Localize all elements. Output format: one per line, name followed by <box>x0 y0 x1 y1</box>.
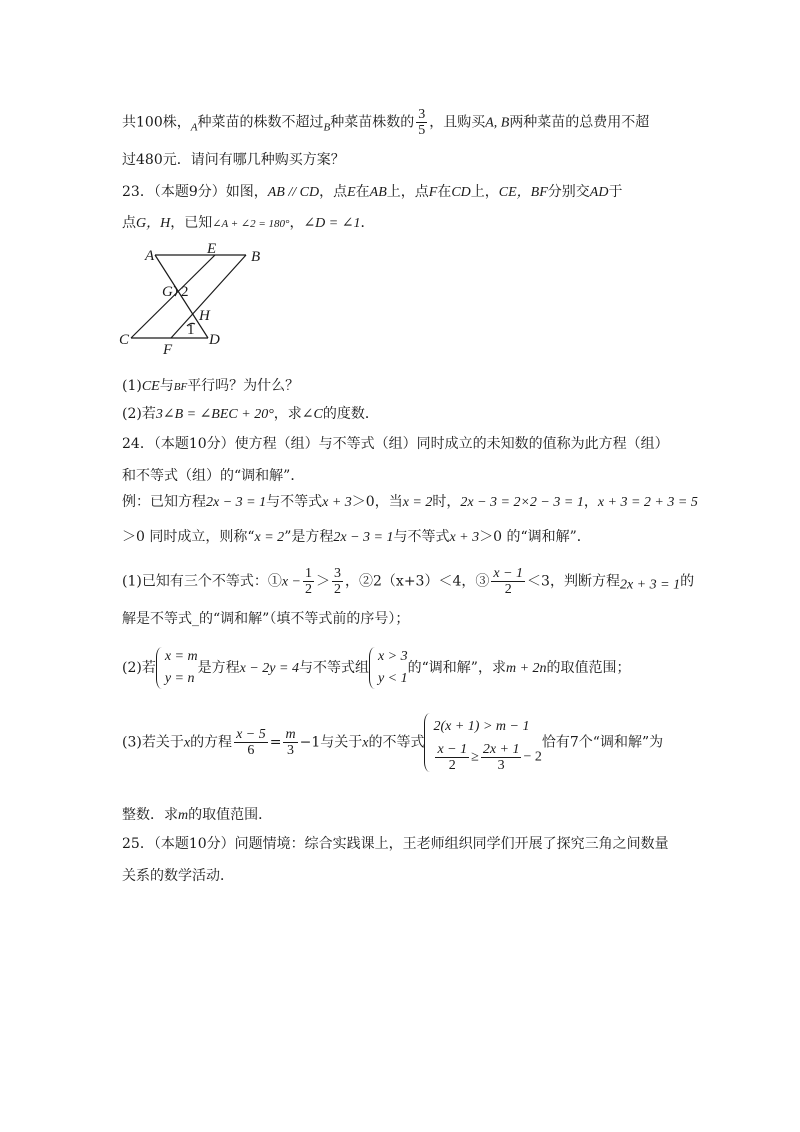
q24-part-3 <box>122 712 663 773</box>
q24-part-1 <box>122 566 694 597</box>
label-E: E <box>207 241 217 257</box>
label-H: H <box>199 308 210 324</box>
condition-1: ∠A + ∠2 = 180° <box>212 218 290 230</box>
label-D: D <box>209 332 220 348</box>
var-x: x <box>183 735 191 751</box>
equation: 2x − 3 = 1 <box>206 495 267 510</box>
var-A: A <box>190 121 198 134</box>
text: 的取值范围． <box>188 807 273 823</box>
calc: x + 3 = 2 + 3 = 5 <box>597 495 698 510</box>
text: 两种菜苗的总费用不超 <box>509 114 650 131</box>
equation: 3∠B = ∠BEC + 20° <box>155 407 274 422</box>
equation: 2x − 3 = 1 <box>333 530 394 545</box>
label-F: F <box>163 342 173 355</box>
text: 上， <box>470 184 499 200</box>
var-G-H: G，H <box>136 216 171 231</box>
q24-part-2 <box>122 646 631 690</box>
q24-part-3-line-2 <box>122 805 272 826</box>
text: 共100株， <box>122 114 191 131</box>
q24-example-1 <box>122 492 698 513</box>
text: 与 <box>159 378 174 394</box>
fraction: $\frac{3}{2}$ <box>334 566 342 597</box>
text: (3)若关于 <box>122 734 184 751</box>
q25-line-1: 25．（本题10分）问题情境：综合实践课上，王老师组织同学们开展了探究三角之间数量 <box>122 836 669 852</box>
text: 时， <box>432 494 461 510</box>
var-x: x <box>362 735 369 751</box>
text: 恰有7个“调和解”为 <box>541 734 664 751</box>
q23-line-1 <box>122 182 622 203</box>
text: 与不等式 <box>393 529 450 545</box>
text: 的方程 <box>190 734 233 751</box>
q23-heading: 23．（本题9分）如图， <box>122 184 268 200</box>
text: ＞0，当 <box>351 494 403 510</box>
q22-line-1 <box>122 107 649 138</box>
text: 点 <box>122 215 136 231</box>
expression: m + 2n <box>505 661 547 676</box>
system-inequalities-3: 2(x + 1) > m − 1 $\frac{x - 1}{2}$ ≥ $\frac{2x + 1}{3}$ − 2 <box>424 712 541 773</box>
label-C: C <box>119 332 130 348</box>
text: 的不等式 <box>368 734 425 751</box>
text: ， <box>289 215 304 231</box>
text: 与不等式组 <box>298 660 369 676</box>
geometry-figure <box>115 240 275 355</box>
q23-part-2 <box>122 404 379 425</box>
var-CE-BF: CE，BF <box>498 185 548 200</box>
text: 种菜苗株数的 <box>330 114 415 131</box>
text: ＜3，判断方程 <box>527 573 620 590</box>
text: 分别交 <box>547 184 590 200</box>
text: 例：已知方程 <box>122 494 206 510</box>
q23-line-2 <box>122 213 374 234</box>
text: ． <box>360 215 375 231</box>
condition-2: ∠D = ∠1 <box>303 216 361 231</box>
q23-part-1 <box>122 376 299 397</box>
text: (1)已知有三个不等式：① <box>122 573 282 590</box>
system-inequalities: x > 3 y < 1 <box>369 646 408 690</box>
text: 的度数． <box>322 406 379 422</box>
text: 的“调和解”，求 <box>407 660 506 676</box>
text: 与不等式 <box>266 494 323 510</box>
q22-line-2: 过480元．请问有哪几种购买方案？ <box>122 152 345 168</box>
fraction: $\frac{x - 5}{6}$ <box>236 727 266 758</box>
text: ，且购买 <box>429 114 486 131</box>
text: ，已知 <box>170 215 213 231</box>
var-AD: AD <box>589 185 609 200</box>
text: ，②2（x+3）＜4，③ <box>345 573 490 590</box>
text: (1) <box>122 378 142 394</box>
text: ，求 <box>273 406 302 422</box>
var-AB: A, B <box>485 115 510 131</box>
value: x = 2 <box>402 495 433 510</box>
q24-line-1: 24．（本题10分）使方程（组）与不等式（组）同时成立的未知数的值称为此方程（组） <box>122 436 669 452</box>
var-AB: AB <box>369 185 387 200</box>
label-B: B <box>251 249 261 265</box>
text: (2)若 <box>122 406 156 422</box>
q25-line-2: 关系的数学活动． <box>122 868 234 884</box>
var-F: F <box>428 185 438 200</box>
text: 是方程 <box>197 660 240 676</box>
text: 在 <box>437 184 452 200</box>
text: 与关于 <box>320 734 363 751</box>
text: −1 <box>299 734 321 751</box>
fraction: $\frac{x - 1}{2}$ <box>493 566 524 597</box>
label-A: A <box>145 248 155 264</box>
fraction: $\frac{m}{3}$ <box>285 727 296 758</box>
text: (2)若 <box>122 660 156 676</box>
text: 整数．求 <box>122 807 178 823</box>
text: ， <box>583 494 598 510</box>
text: ＞0 的“调和解”． <box>479 529 591 545</box>
text: 在 <box>355 184 370 200</box>
text: = <box>269 734 282 751</box>
system-xm-yn: x = m y = n <box>156 646 198 690</box>
text: ”是方程 <box>284 529 334 545</box>
var-BF: BF <box>173 381 188 393</box>
inequality-1-left: x − <box>281 574 302 590</box>
var-CD: CD <box>451 185 471 200</box>
var-CE: CE <box>141 379 160 394</box>
text: 的 <box>680 573 695 590</box>
value: x = 2 <box>254 530 285 545</box>
var-E: E <box>347 185 356 200</box>
fraction-3-5: $\frac{3}{5}$ <box>418 107 426 138</box>
math-parallel: AB // CD <box>267 185 320 200</box>
equation: x − 2y = 4 <box>239 661 299 676</box>
text: 的取值范围； <box>546 660 631 676</box>
fraction: $\frac{1}{2}$ <box>305 566 313 597</box>
text: ＞0 同时成立，则称“ <box>122 529 255 545</box>
calc: 2x − 3 = 2×2 − 3 = 1 <box>460 495 584 510</box>
text: 于 <box>608 184 623 200</box>
inequality: x + 3 <box>322 495 352 510</box>
text: 上，点 <box>386 184 429 200</box>
q24-line-2: 和不等式（组）的“调和解”． <box>122 468 305 484</box>
var-m: m <box>178 808 189 823</box>
label-G: G <box>162 284 173 300</box>
inequality: x + 3 <box>449 530 480 545</box>
label-2: 2 <box>181 284 189 300</box>
text: ＞ <box>316 573 331 590</box>
line-CE <box>131 255 215 338</box>
label-1: 1 <box>187 322 195 338</box>
q24-example-2 <box>122 527 591 548</box>
angle-C: ∠C <box>301 407 323 422</box>
text: ，点 <box>319 184 348 200</box>
text: 平行吗？为什么？ <box>187 378 300 394</box>
q24-part-1-line-2: 解是不等式_的“调和解”（填不等式前的序号）； <box>122 611 410 627</box>
var-B: B <box>323 121 331 134</box>
equation: 2x + 3 = 1 <box>619 577 681 593</box>
text: 种菜苗的株数不超过 <box>197 114 324 131</box>
